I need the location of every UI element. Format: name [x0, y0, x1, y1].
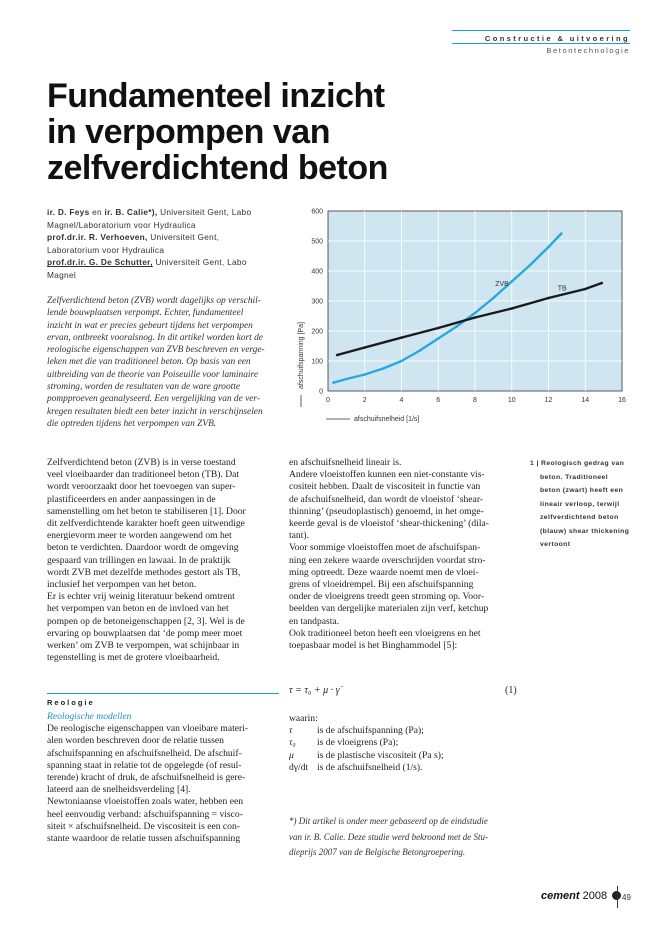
body-line: veel vloeibaarder dan traditioneel beton (TB). Dat — [47, 469, 240, 481]
author-line: Laboratorium voor Hydraulica — [47, 244, 165, 255]
abstract-line: reologische eigenschappen van ZVB beschreven en verge- — [47, 345, 265, 356]
abstract — [47, 295, 282, 430]
footnote-line: dieprijs 2007 van de Belgische Betongroepering. — [289, 847, 466, 857]
body-line: lateerd aan de snelheidsverdeling [4]. — [47, 784, 191, 796]
body-line: spanning staat in relatie tot de opgelegde (of resul- — [47, 759, 242, 771]
y-tick-label: 500 — [311, 238, 323, 246]
body-line: dit zelfverdichtende karakter hoeft geen uitwendige — [47, 518, 245, 530]
data-point-zvb — [363, 373, 366, 376]
author-affiliation: Universiteit Gent, Labo — [157, 207, 252, 217]
definition-symbol: τ₀ — [289, 737, 296, 749]
author-name: ir. B. Calie*), — [104, 207, 158, 217]
body-line: grens of vloeidrempel. Bij een afschuifspanning — [289, 579, 474, 591]
header-rule — [452, 30, 630, 31]
data-point-zvb — [400, 360, 403, 363]
data-point-zvb — [529, 264, 532, 267]
data-point-zvb — [332, 381, 335, 384]
abstract-line: kregen resultaten biedt een beter inzicht in verschijnselen — [47, 406, 263, 417]
body-line: en afschuifsnelheid lineair is. — [289, 457, 402, 468]
body-line: energievorm meer te worden aangewend om het — [47, 530, 232, 542]
abstract-line: inzicht in wat er precies gebeurt tijdens het verpompen — [47, 320, 253, 331]
x-tick-label: 8 — [473, 397, 477, 404]
reologie-label: Reologie — [47, 698, 95, 707]
data-point-zvb — [419, 349, 422, 352]
series-label-tb: TB — [557, 285, 567, 293]
definition-symbol: dγ/dt — [289, 761, 309, 773]
caption-line: (blauw) shear thickening — [540, 527, 630, 535]
body-line: werken’ om ZVB te verpompen, wat schijnbaar in — [47, 640, 240, 652]
footer-divider — [617, 886, 618, 908]
body-line: Newtoniaanse vloeistoffen zoals water, hebben een — [47, 796, 244, 808]
abstract-line: ervan, ontbreekt vooralsnog. In dit artikel worden kort de — [47, 332, 263, 343]
section-subname: Betontechnologie — [546, 46, 630, 55]
body-line: wordt ZVB met dezelfde methodes gestort als TB, — [47, 566, 241, 578]
definition-row — [289, 750, 519, 762]
x-tick-label: 4 — [399, 397, 404, 404]
body-line: gespaard van trillingen en lawaai. In de praktijk — [47, 554, 231, 566]
title-line: Fundamenteel inzicht — [47, 77, 385, 115]
body-line: onder de vloeigrens treedt geen stroming op. Voor- — [289, 591, 485, 603]
data-point-tb — [547, 297, 550, 300]
body-line: ning een zekere waarde overschrijden voordat stro- — [289, 554, 486, 566]
body-line: tant). — [289, 530, 309, 542]
definition-symbol: μ — [289, 749, 294, 761]
abstract-line: uitbreiding van de theorie van Poiseuille voor laminaire — [47, 369, 258, 380]
caption-line: zelfverdichtend beton — [540, 514, 619, 521]
body-line: cositeit hebben. Daalt de viscositeit in functie van — [289, 481, 481, 493]
body-column-1 — [47, 457, 279, 664]
data-point-zvb — [560, 232, 563, 235]
body-line: thinning’ (pseudoplastisch) genoemd, in het omge- — [289, 505, 484, 517]
body-line: wordt veroorzaakt door het toevoegen van super- — [47, 481, 236, 493]
body-line: siteit × afschuifsnelheid. De viscositeit is een con- — [47, 820, 240, 832]
y-tick-label: 300 — [311, 298, 323, 306]
reologie-subheading: Reologische modellen — [47, 711, 132, 722]
body-line: Er is echter vrij weinig literatuur bekend omtrent — [47, 591, 235, 603]
body-column-2 — [289, 457, 519, 652]
author-line — [47, 231, 272, 244]
caption-line: beton (zwart) heeft een — [540, 487, 624, 494]
abstract-line: Zelfverdichtend beton (ZVB) wordt dagelijks op verschil- — [47, 296, 261, 306]
data-point-tb — [336, 354, 339, 357]
data-point-tb — [510, 307, 513, 310]
author-line: Magnel — [47, 269, 77, 280]
x-tick-label: 16 — [618, 397, 626, 404]
data-point-tb — [584, 288, 587, 291]
author-line — [47, 256, 272, 269]
y-tick-label: 100 — [311, 358, 323, 366]
definition-text: is de afschuifspanning (Pa); — [317, 725, 424, 737]
caption-line: 1 | Reologisch gedrag van — [530, 460, 625, 467]
body-line: plastificeerders en ander aanpassingen in de — [47, 493, 216, 505]
body-line: tegenstelling is met de grotere vloeibaarheid. — [47, 652, 220, 664]
figure-caption — [530, 457, 640, 552]
x-tick-label: 14 — [581, 397, 590, 404]
definition-row — [289, 737, 519, 749]
data-point-zvb — [382, 367, 385, 370]
data-point-zvb — [510, 280, 513, 283]
body-line: afschuifspanning en afschuifsnelheid. De afschuif- — [47, 747, 242, 759]
footnote — [289, 814, 488, 861]
caption-line: lineair verloop, terwijl — [540, 500, 620, 508]
author-line — [47, 206, 272, 219]
author-affiliation: Universiteit Gent, Labo — [152, 257, 247, 268]
y-axis-label: afschuifspanning [Pa] — [298, 322, 305, 389]
author-line: Magnel/Laboratorium voor Hydraulica — [47, 219, 196, 230]
footer-brand — [541, 890, 621, 902]
data-point-tb — [600, 282, 603, 285]
x-tick-label: 12 — [544, 397, 553, 404]
x-tick-label: 6 — [436, 397, 441, 404]
definition-text: is de vloeigrens (Pa); — [317, 737, 399, 749]
data-point-tb — [474, 316, 477, 319]
body-line: Ook traditioneel beton heeft een vloeigrens en het — [289, 627, 481, 639]
footnote-line: *) Dit artikel is onder meer gebaseerd op de eindstudie — [289, 816, 488, 826]
definition-text: is de plastische viscositeit (Pa s); — [317, 749, 444, 761]
body-line: en tandpasta. — [289, 615, 340, 627]
body-line: beton te verdichten. Daardoor wordt de omgeving — [47, 542, 239, 554]
body-line: ming optreedt. Deze waarde noemt men de vloei- — [289, 566, 479, 578]
x-tick-label: 10 — [507, 397, 516, 404]
definition-text: is de afschuifsnelheid (1/s). — [317, 761, 423, 773]
y-tick-label: 600 — [311, 208, 323, 216]
abstract-line: die optreden tijdens het verpompen van ZVB. — [47, 418, 217, 429]
data-point-zvb — [474, 312, 477, 315]
caption-line: beton. Traditioneel — [540, 473, 609, 481]
data-point-zvb — [492, 297, 495, 300]
body-line: De reologische eigenschappen van vloeibare materi- — [47, 723, 249, 735]
y-tick-label: 200 — [311, 328, 323, 336]
author-list — [47, 206, 272, 282]
author-conjunction: en — [89, 207, 105, 217]
abstract-line: leken met die van traditioneel beton. Op basis van een — [47, 357, 251, 368]
author-name: prof.dr.ir. G. De Schutter, — [47, 257, 153, 268]
x-tick-label: 0 — [326, 397, 330, 404]
equation-number: (1) — [505, 685, 517, 696]
data-point-zvb — [547, 246, 550, 249]
body-line: het verpompen van beton en de invloed van het — [47, 603, 229, 615]
body-line: samenstelling om het beton te stabiliseren [1]. Door — [47, 505, 246, 517]
body-line: stante waardoor de relatie tussen afschuifspanning — [47, 833, 241, 845]
data-point-zvb — [437, 337, 440, 340]
symbol-definitions — [289, 713, 519, 774]
section-name: Constructie & uitvoering — [484, 34, 630, 43]
journal-year: 2008 — [582, 890, 608, 902]
definition-row — [289, 725, 519, 737]
data-point-tb — [363, 346, 366, 349]
y-tick-label: 0 — [319, 388, 323, 396]
caption-line: vertoont — [540, 541, 571, 548]
page-number: 49 — [622, 893, 631, 902]
body-line: inclusief het verpompen van het beton. — [47, 579, 197, 591]
header-rule-2 — [452, 43, 630, 44]
author-affiliation: Universiteit Gent, — [147, 232, 220, 243]
body-line: keerde geval is de vloeistof ‘shear-thickening’ (dila- — [289, 518, 489, 530]
abstract-line: stroming, worden de resultaten van de ware grootte — [47, 382, 241, 393]
title-line: in verpompen van — [47, 113, 330, 151]
reologie-rule — [47, 693, 279, 694]
footnote-line: van ir. B. Calie. Deze studie werd bekroond met de Stu- — [289, 831, 489, 842]
body-line: heel eenvoudig verband: afschuifspanning = visco- — [47, 808, 243, 820]
author-name: prof.dr.ir. R. Verhoeven, — [47, 232, 148, 243]
author-name: ir. D. Feys — [47, 207, 90, 217]
body-line: terende) kracht of druk, de afschuifsnelheid is gere- — [47, 772, 246, 784]
body-line: pompen op de betoneigenschappen [2, 3]. Wel is de — [47, 615, 245, 627]
data-point-tb — [437, 327, 440, 330]
body-line: toepasbaar model is het Binghammodel [5]: — [289, 640, 458, 652]
data-point-zvb — [455, 325, 458, 328]
x-tick-label: 2 — [362, 397, 367, 404]
x-axis-label: afschuifsnelheid [1/s] — [354, 416, 420, 423]
data-point-tb — [400, 336, 403, 339]
data-point-zvb — [345, 378, 348, 381]
article-title — [47, 78, 427, 186]
body-line: beelden van dergelijke materialen zijn verf, ketchup — [289, 603, 489, 615]
journal-name: cement — [541, 890, 580, 902]
title-line: zelfverdichtend beton — [47, 149, 388, 187]
body-line: Voor sommige vloeistoffen moet de afschuifspan- — [289, 542, 481, 554]
rheology-chart — [290, 202, 630, 446]
y-tick-label: 400 — [311, 268, 323, 276]
abstract-line: lende bouwplaatsen verpompt. Echter, fundamenteel — [47, 308, 244, 319]
reologie-body — [47, 711, 279, 845]
body-line: de afschuifsnelheid, dan wordt de vloeistof ‘shear- — [289, 493, 484, 505]
series-label-zvb: ZVB — [495, 281, 509, 288]
body-line: Zelfverdichtend beton (ZVB) is in verse toestand — [47, 457, 236, 468]
body-line: Andere vloeistoffen kunnen een niet-constante vis- — [289, 469, 485, 481]
body-line: ervaring op bouwplaatsen dat ‘de pomp meer moet — [47, 627, 243, 639]
definition-row — [289, 762, 519, 774]
body-line: alen worden beschreven door de relatie tussen — [47, 735, 224, 747]
definition-symbol: τ — [289, 725, 293, 737]
abstract-line: pompproeven geanalyseerd. Een vergelijking van de ver- — [47, 394, 261, 405]
waarin-intro: waarin: — [289, 713, 318, 724]
equation: τ = τ₀ + μ · γ̇ — [289, 685, 340, 696]
